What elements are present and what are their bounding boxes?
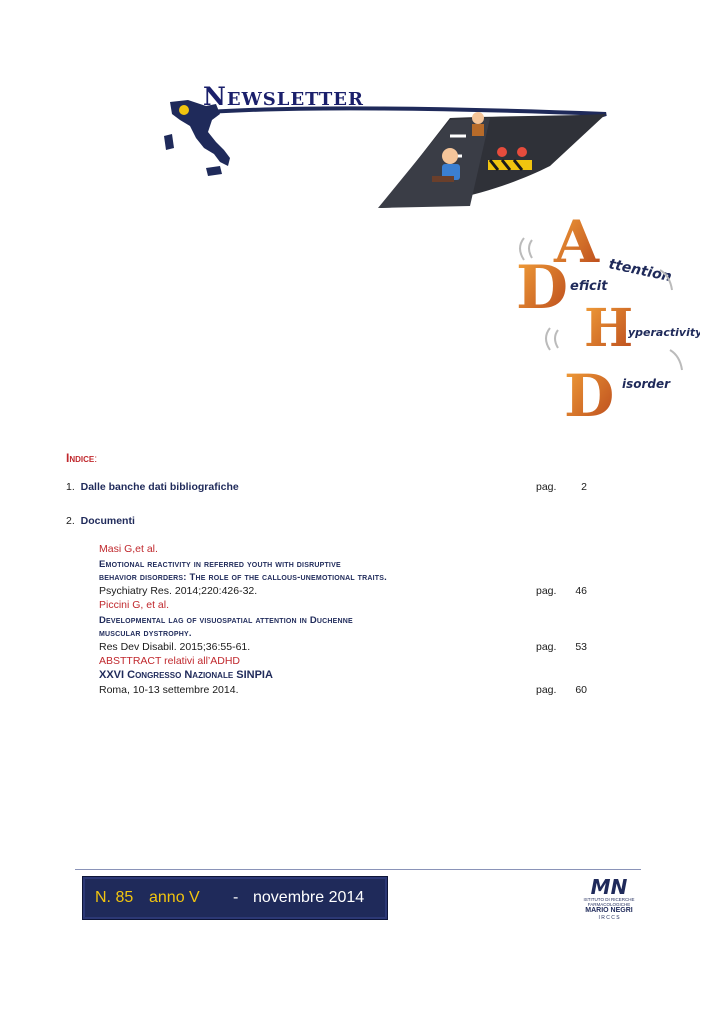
header-illustration	[150, 96, 620, 221]
adhd-letter-d2: D	[564, 362, 615, 425]
index-item-label: Documenti	[80, 515, 135, 527]
doc-2-title-line1[interactable]: Developmental lag of visuospatial attention in Duchenne	[99, 615, 353, 626]
issue-number: N. 85	[95, 889, 134, 906]
newsletter-title: Newsletter	[203, 82, 364, 111]
index-item-label: Dalle banche dati bibliografiche	[80, 481, 239, 493]
logo-line-1: ISTITUTO DI RICERCHE	[583, 897, 635, 902]
logo-line-2: FARMACOLOGICHE	[587, 902, 631, 907]
index-item-number: 2.	[66, 515, 75, 527]
index-item-number: 1.	[66, 481, 75, 493]
person-figure-icon	[472, 112, 484, 136]
issue-date: novembre 2014	[253, 889, 365, 906]
doc-3-title[interactable]: XXVI Congresso Nazionale SINPIA	[99, 669, 273, 681]
page-label: pag.	[536, 481, 557, 493]
adhd-word-hyperactivity: yperactivity	[628, 326, 700, 339]
index-item-1[interactable]	[66, 481, 239, 494]
issue-dash: -	[233, 889, 239, 906]
logo-line-4: I R C C S	[598, 915, 620, 921]
page-number: 46	[575, 585, 587, 597]
adhd-word-deficit: eficit	[570, 279, 608, 294]
doc-1-citation: Psychiatry Res. 2014;220:426-32.	[99, 585, 258, 597]
page-number: 60	[575, 684, 587, 696]
index-heading: Indice:	[66, 451, 98, 465]
doc-3-citation: Roma, 10-13 settembre 2014.	[99, 684, 239, 696]
adhd-letter-a: A	[554, 210, 600, 276]
issue-banner	[82, 876, 388, 920]
doc-2-author: Piccini G, et al.	[99, 599, 170, 611]
doc-2-title-line2[interactable]: muscular dystrophy.	[99, 628, 192, 639]
adhd-letter-h: H	[584, 298, 634, 359]
index-item-2[interactable]	[66, 515, 135, 528]
page-number: 53	[575, 641, 587, 653]
doc-3-author: ABSTTRACT relativi all’ADHD	[99, 655, 240, 667]
page-label: pag.	[536, 641, 557, 653]
adhd-word-attention: ttention	[607, 256, 674, 286]
issue-volume: anno V	[149, 889, 200, 906]
adhd-letter-d1: D	[516, 253, 569, 323]
adhd-word-disorder: isorder	[622, 377, 671, 391]
adhd-logo	[510, 210, 700, 430]
doc-1-title-line2[interactable]: behavior disorders: The role of the callous-unemotional traits.	[99, 572, 387, 583]
doc-1-author: Masi G,et al.	[99, 543, 158, 555]
logo-line-3: MARIO NEGRI	[585, 907, 633, 914]
doc-2-citation: Res Dev Disabil. 2015;36:55-61.	[99, 641, 251, 653]
page-label: pag.	[536, 585, 557, 597]
mario-negri-logo-icon: MN	[590, 875, 628, 899]
page-label: pag.	[536, 684, 557, 696]
footer-divider	[75, 869, 641, 870]
page-number: 2	[581, 481, 587, 493]
doc-1-title-line1[interactable]: Emotional reactivity in referred youth with disruptive	[99, 559, 341, 570]
